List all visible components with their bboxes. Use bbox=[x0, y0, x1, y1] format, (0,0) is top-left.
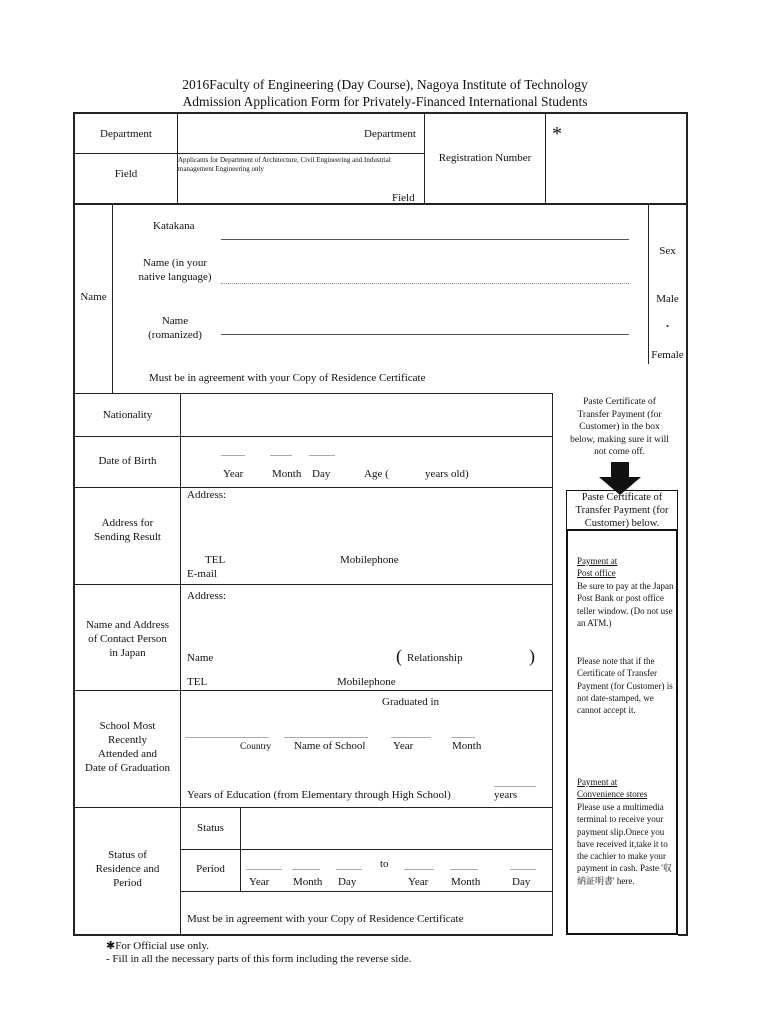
sending-address-label-line1: Address for bbox=[101, 517, 154, 529]
residence-label-line2: Residence and bbox=[95, 863, 160, 875]
contact-name-label: Name bbox=[187, 652, 214, 664]
years-of-education-label: Years of Education (from Elementary through High School) bbox=[187, 789, 451, 801]
field-input[interactable] bbox=[179, 176, 423, 202]
school-label-line1: School Most bbox=[99, 720, 156, 732]
age-prefix: Age ( bbox=[364, 468, 389, 480]
fill-in-note: - Fill in all the necessary parts of this form including the reverse side. bbox=[106, 953, 412, 965]
graduated-in-label: Graduated in bbox=[382, 696, 440, 708]
paste-note-line1: Paste Certificate of bbox=[583, 397, 656, 407]
post-office-heading-line1: Payment at bbox=[577, 556, 618, 566]
sending-address-label-line2: Sending Result bbox=[94, 531, 161, 543]
paste-note-line2: Transfer Payment (for bbox=[577, 409, 662, 420]
school-label-line3: Attended and bbox=[98, 748, 157, 760]
nationality-input[interactable] bbox=[182, 395, 551, 435]
period-start-month-input[interactable] bbox=[292, 869, 320, 870]
graduation-month-label: Month bbox=[452, 740, 482, 752]
name-of-school-label: Name of School bbox=[294, 740, 366, 752]
applicants-note-line2: management Engineering only bbox=[178, 165, 264, 173]
form-title-line1: 2016Faculty of Engineering (Day Course), Nagoya Institute of Technology bbox=[182, 77, 588, 92]
years-label: years bbox=[494, 789, 518, 801]
period-start-year-input[interactable] bbox=[246, 869, 282, 870]
applicants-note-line1: Applicants for Department of Architecture, Civil Engineering and Industrial bbox=[178, 156, 391, 164]
period-label: Period bbox=[196, 863, 225, 875]
sending-email-label: E-mail bbox=[187, 568, 217, 580]
contact-address-input[interactable] bbox=[182, 604, 551, 644]
registration-number-label: Registration Number bbox=[438, 152, 532, 164]
period-start-day-input[interactable] bbox=[336, 869, 362, 870]
name-agreement-note: Must be in agreement with your Copy of Residence Certificate bbox=[149, 372, 426, 384]
period-end-year-input[interactable] bbox=[404, 869, 434, 870]
school-label-line2: Recently bbox=[107, 734, 148, 746]
sending-address-input[interactable] bbox=[182, 503, 551, 551]
form-title-line2: Admission Application Form for Privately-Financed International Students bbox=[182, 94, 588, 109]
paste-box-title-line2: Transfer Payment (for bbox=[575, 505, 669, 516]
nationality-label: Nationality bbox=[102, 409, 153, 421]
period-start-year-label: Year bbox=[249, 876, 270, 888]
sex-separator: ・ bbox=[662, 321, 673, 333]
status-label: Status bbox=[197, 822, 224, 834]
residence-agreement-note: Must be in agreement with your Copy of Residence Certificate bbox=[187, 913, 464, 925]
field-bottom-label: Field bbox=[392, 192, 415, 204]
relationship-close-paren: ) bbox=[529, 646, 535, 666]
paste-box-title-line3: Customer) below. bbox=[584, 518, 660, 529]
residence-label-line1: Status of bbox=[108, 849, 147, 861]
graduation-year-label: Year bbox=[393, 740, 414, 752]
katakana-label: Katakana bbox=[153, 220, 195, 232]
native-name-label-line1: Name (in your bbox=[142, 257, 208, 269]
age-suffix: years old) bbox=[425, 468, 469, 480]
department-input[interactable] bbox=[179, 115, 423, 152]
relationship-open-paren: ( bbox=[396, 646, 402, 666]
graduation-month-input[interactable] bbox=[451, 737, 475, 738]
period-start-month-label: Month bbox=[293, 876, 323, 888]
period-to-label: to bbox=[380, 858, 389, 870]
contact-person-label-line2: of Contact Person bbox=[88, 633, 167, 645]
convenience-heading-line1: Payment at bbox=[577, 777, 618, 787]
contact-address-field-label: Address: bbox=[187, 590, 227, 602]
school-name-input[interactable] bbox=[284, 737, 368, 738]
status-input[interactable] bbox=[242, 809, 551, 848]
age-input[interactable] bbox=[393, 464, 423, 482]
paste-note-line3: Customer) in the box bbox=[579, 422, 660, 432]
department-center-label: Department bbox=[364, 128, 416, 140]
period-end-day-input[interactable] bbox=[510, 869, 536, 870]
date-of-birth-label: Date of Birth bbox=[98, 455, 157, 467]
graduation-year-input[interactable] bbox=[391, 737, 431, 738]
contact-mobile-label: Mobilephone bbox=[337, 676, 396, 688]
convenience-heading-line2: Convenience stores bbox=[577, 789, 648, 799]
sex-option-male[interactable]: Male bbox=[656, 293, 679, 305]
convenience-text: Please use a multimedia terminal to receive your payment slip.Onece you have received it,take it to the cachier to make your payment in cash. Paste '収納証明書' here. bbox=[577, 802, 672, 886]
paste-note-line4: below, making sure it will bbox=[570, 434, 669, 445]
romanized-name-input[interactable] bbox=[221, 334, 629, 335]
contact-person-label-line1: Name and Address bbox=[85, 619, 170, 631]
period-end-month-input[interactable] bbox=[450, 869, 478, 870]
period-end-day-label: Day bbox=[512, 876, 531, 888]
sending-address-field-label: Address: bbox=[187, 489, 227, 501]
name-label: Name bbox=[80, 291, 107, 303]
school-label-line4: Date of Graduation bbox=[85, 762, 170, 774]
paste-box-title-line1: Paste Certificate of bbox=[581, 492, 663, 503]
period-end-month-label: Month bbox=[451, 876, 481, 888]
sex-label: Sex bbox=[659, 245, 676, 257]
residence-label-line3: Period bbox=[113, 877, 142, 889]
field-label: Field bbox=[114, 168, 138, 180]
birth-day-label: Day bbox=[312, 468, 331, 480]
period-start-day-label: Day bbox=[338, 876, 357, 888]
native-name-input[interactable] bbox=[221, 283, 629, 284]
relationship-label: Relationship bbox=[407, 652, 463, 664]
post-office-note: Please note that if the Certificate of Transfer Payment (for Customer) is not date-stamped, we cannot accept it. bbox=[577, 656, 673, 716]
department-label: Department bbox=[100, 128, 152, 140]
post-office-text: Be sure to pay at the Japan Post Bank or post office teller window. (Do not use an ATM.) bbox=[577, 581, 674, 628]
sex-option-female[interactable]: Female bbox=[651, 349, 684, 361]
years-of-education-input[interactable] bbox=[494, 786, 536, 787]
period-end-year-label: Year bbox=[408, 876, 429, 888]
native-name-label-line2: native language) bbox=[138, 271, 212, 283]
romanized-name-label-line2: (romanized) bbox=[148, 329, 202, 341]
birth-year-label: Year bbox=[223, 468, 244, 480]
contact-tel-label: TEL bbox=[187, 676, 208, 688]
birth-month-label: Month bbox=[272, 468, 302, 480]
contact-person-label-line3: in Japan bbox=[109, 647, 146, 659]
birth-month-input[interactable] bbox=[270, 455, 292, 456]
country-label: Country bbox=[240, 742, 272, 752]
post-office-heading-line2: Post office bbox=[577, 568, 616, 578]
school-country-input[interactable] bbox=[185, 737, 269, 738]
katakana-input[interactable] bbox=[221, 239, 629, 240]
birth-year-input[interactable] bbox=[221, 455, 245, 456]
paste-note-line5: not come off. bbox=[594, 447, 645, 457]
sending-tel-label: TEL bbox=[205, 554, 226, 566]
official-use-note: ✱For Official use only. bbox=[106, 940, 210, 952]
romanized-name-label-line1: Name bbox=[161, 315, 189, 327]
birth-day-input[interactable] bbox=[309, 455, 335, 456]
official-mark-icon: * bbox=[552, 123, 562, 145]
sending-mobile-label: Mobilephone bbox=[340, 554, 399, 566]
